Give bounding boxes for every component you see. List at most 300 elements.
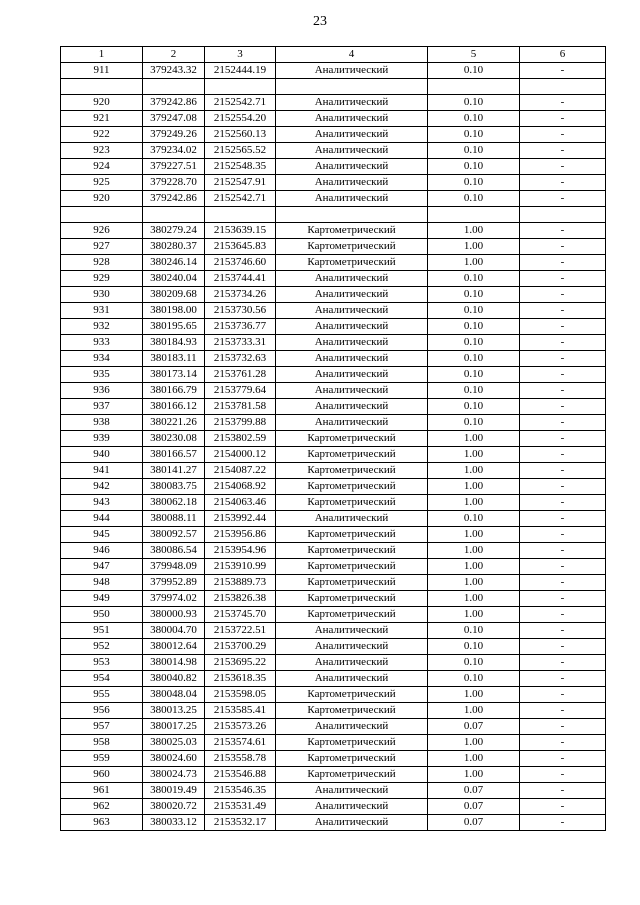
x-coordinate-cell: 380240.04 (143, 271, 205, 287)
x-coordinate-cell: 379242.86 (143, 95, 205, 111)
note-cell: - (520, 127, 606, 143)
separator-row (61, 207, 606, 223)
point-number-cell: 957 (61, 719, 143, 735)
method-cell: Аналитический (276, 111, 428, 127)
column-header: 3 (205, 47, 276, 63)
note-cell: - (520, 143, 606, 159)
point-number-cell: 923 (61, 143, 143, 159)
table-row (61, 447, 606, 463)
table-body (61, 63, 606, 831)
point-number-cell: 962 (61, 799, 143, 815)
point-number-cell: 952 (61, 639, 143, 655)
note-cell: - (520, 111, 606, 127)
point-number-cell: 921 (61, 111, 143, 127)
y-coordinate-cell: 2153733.31 (205, 335, 276, 351)
method-cell: Картометрический (276, 527, 428, 543)
method-cell: Аналитический (276, 95, 428, 111)
table-row (61, 159, 606, 175)
x-coordinate-cell: 380040.82 (143, 671, 205, 687)
method-cell: Аналитический (276, 511, 428, 527)
y-coordinate-cell: 2152560.13 (205, 127, 276, 143)
point-number-cell: 941 (61, 463, 143, 479)
method-cell: Аналитический (276, 271, 428, 287)
table-row (61, 751, 606, 767)
table-row (61, 575, 606, 591)
accuracy-cell: 1.00 (428, 223, 520, 239)
x-coordinate-cell: 380004.70 (143, 623, 205, 639)
y-coordinate-cell: 2153826.38 (205, 591, 276, 607)
point-number-cell: 929 (61, 271, 143, 287)
point-number-cell: 950 (61, 607, 143, 623)
x-coordinate-cell: 380013.25 (143, 703, 205, 719)
point-number-cell: 937 (61, 399, 143, 415)
table-row (61, 127, 606, 143)
method-cell: Картометрический (276, 431, 428, 447)
y-coordinate-cell: 2153781.58 (205, 399, 276, 415)
accuracy-cell: 1.00 (428, 751, 520, 767)
method-cell: Аналитический (276, 399, 428, 415)
method-cell: Аналитический (276, 367, 428, 383)
point-number-cell (61, 79, 143, 95)
accuracy-cell: 1.00 (428, 431, 520, 447)
table-row (61, 63, 606, 79)
x-coordinate-cell: 380209.68 (143, 287, 205, 303)
y-coordinate-cell: 2153558.78 (205, 751, 276, 767)
accuracy-cell: 1.00 (428, 479, 520, 495)
table-row (61, 815, 606, 831)
table-row (61, 591, 606, 607)
note-cell: - (520, 543, 606, 559)
table-row (61, 335, 606, 351)
method-cell: Картометрический (276, 239, 428, 255)
note-cell: - (520, 271, 606, 287)
note-cell: - (520, 159, 606, 175)
y-coordinate-cell: 2152542.71 (205, 95, 276, 111)
y-coordinate-cell: 2153695.22 (205, 655, 276, 671)
point-number-cell: 934 (61, 351, 143, 367)
y-coordinate-cell: 2152444.19 (205, 63, 276, 79)
method-cell: Картометрический (276, 479, 428, 495)
point-number-cell: 948 (61, 575, 143, 591)
accuracy-cell: 0.10 (428, 319, 520, 335)
accuracy-cell: 0.10 (428, 191, 520, 207)
accuracy-cell: 0.10 (428, 143, 520, 159)
point-number-cell: 946 (61, 543, 143, 559)
note-cell: - (520, 447, 606, 463)
note-cell: - (520, 239, 606, 255)
x-coordinate-cell: 380017.25 (143, 719, 205, 735)
method-cell: Аналитический (276, 383, 428, 399)
accuracy-cell: 0.10 (428, 399, 520, 415)
method-cell: Картометрический (276, 735, 428, 751)
method-cell: Картометрический (276, 703, 428, 719)
column-header: 2 (143, 47, 205, 63)
note-cell: - (520, 191, 606, 207)
note-cell: - (520, 623, 606, 639)
table-row (61, 623, 606, 639)
note-cell: - (520, 255, 606, 271)
method-cell: Картометрический (276, 255, 428, 271)
note-cell: - (520, 383, 606, 399)
x-coordinate-cell: 379974.02 (143, 591, 205, 607)
method-cell: Аналитический (276, 175, 428, 191)
accuracy-cell (428, 79, 520, 95)
accuracy-cell: 0.10 (428, 623, 520, 639)
point-number-cell: 942 (61, 479, 143, 495)
accuracy-cell: 0.10 (428, 335, 520, 351)
x-coordinate-cell: 380033.12 (143, 815, 205, 831)
x-coordinate-cell: 380062.18 (143, 495, 205, 511)
note-cell: - (520, 367, 606, 383)
accuracy-cell: 0.10 (428, 271, 520, 287)
y-coordinate-cell: 2153645.83 (205, 239, 276, 255)
x-coordinate-cell (143, 79, 205, 95)
table-row (61, 799, 606, 815)
table-row (61, 191, 606, 207)
method-cell: Картометрический (276, 591, 428, 607)
note-cell: - (520, 287, 606, 303)
accuracy-cell (428, 207, 520, 223)
y-coordinate-cell: 2153745.70 (205, 607, 276, 623)
method-cell: Аналитический (276, 655, 428, 671)
point-number-cell: 920 (61, 95, 143, 111)
accuracy-cell: 1.00 (428, 463, 520, 479)
accuracy-cell: 1.00 (428, 687, 520, 703)
x-coordinate-cell: 380092.57 (143, 527, 205, 543)
accuracy-cell: 1.00 (428, 255, 520, 271)
accuracy-cell: 1.00 (428, 447, 520, 463)
y-coordinate-cell: 2153779.64 (205, 383, 276, 399)
note-cell: - (520, 559, 606, 575)
table-row (61, 783, 606, 799)
note-cell: - (520, 591, 606, 607)
point-number-cell: 956 (61, 703, 143, 719)
method-cell: Аналитический (276, 159, 428, 175)
point-number-cell: 911 (61, 63, 143, 79)
separator-row (61, 79, 606, 95)
x-coordinate-cell: 380279.24 (143, 223, 205, 239)
x-coordinate-cell: 380198.00 (143, 303, 205, 319)
method-cell: Картометрический (276, 767, 428, 783)
table-row (61, 463, 606, 479)
y-coordinate-cell: 2153734.26 (205, 287, 276, 303)
point-number-cell: 961 (61, 783, 143, 799)
note-cell: - (520, 527, 606, 543)
y-coordinate-cell: 2152542.71 (205, 191, 276, 207)
y-coordinate-cell: 2153574.61 (205, 735, 276, 751)
accuracy-cell: 0.07 (428, 719, 520, 735)
y-coordinate-cell: 2153546.35 (205, 783, 276, 799)
y-coordinate-cell: 2153744.41 (205, 271, 276, 287)
accuracy-cell: 0.10 (428, 175, 520, 191)
point-number-cell: 943 (61, 495, 143, 511)
point-number-cell: 922 (61, 127, 143, 143)
method-cell: Картометрический (276, 559, 428, 575)
accuracy-cell: 0.10 (428, 367, 520, 383)
note-cell: - (520, 415, 606, 431)
point-number-cell: 944 (61, 511, 143, 527)
table-row (61, 543, 606, 559)
table-row (61, 143, 606, 159)
y-coordinate-cell: 2153732.63 (205, 351, 276, 367)
method-cell: Картометрический (276, 751, 428, 767)
method-cell: Аналитический (276, 335, 428, 351)
y-coordinate-cell: 2153532.17 (205, 815, 276, 831)
table-row (61, 271, 606, 287)
point-number-cell: 932 (61, 319, 143, 335)
y-coordinate-cell: 2153730.56 (205, 303, 276, 319)
table-row (61, 367, 606, 383)
accuracy-cell: 0.10 (428, 63, 520, 79)
page-number: 23 (313, 14, 327, 29)
method-cell: Аналитический (276, 63, 428, 79)
y-coordinate-cell: 2153722.51 (205, 623, 276, 639)
x-coordinate-cell: 379952.89 (143, 575, 205, 591)
method-cell: Аналитический (276, 303, 428, 319)
method-cell: Аналитический (276, 351, 428, 367)
method-cell: Аналитический (276, 815, 428, 831)
y-coordinate-cell: 2153618.35 (205, 671, 276, 687)
note-cell: - (520, 655, 606, 671)
method-cell: Аналитический (276, 671, 428, 687)
y-coordinate-cell: 2153598.05 (205, 687, 276, 703)
method-cell: Аналитический (276, 127, 428, 143)
y-coordinate-cell: 2154087.22 (205, 463, 276, 479)
method-cell: Аналитический (276, 639, 428, 655)
x-coordinate-cell: 380020.72 (143, 799, 205, 815)
x-coordinate-cell: 380246.14 (143, 255, 205, 271)
x-coordinate-cell: 380195.65 (143, 319, 205, 335)
point-number-cell: 963 (61, 815, 143, 831)
table-row (61, 719, 606, 735)
y-coordinate-cell: 2154068.92 (205, 479, 276, 495)
table-row (61, 767, 606, 783)
point-number-cell: 933 (61, 335, 143, 351)
y-coordinate-cell: 2153573.26 (205, 719, 276, 735)
point-number-cell: 960 (61, 767, 143, 783)
accuracy-cell: 1.00 (428, 607, 520, 623)
x-coordinate-cell: 380141.27 (143, 463, 205, 479)
point-number-cell: 955 (61, 687, 143, 703)
table-row (61, 351, 606, 367)
note-cell: - (520, 303, 606, 319)
method-cell: Картометрический (276, 223, 428, 239)
y-coordinate-cell: 2152565.52 (205, 143, 276, 159)
method-cell: Картометрический (276, 575, 428, 591)
table-row (61, 703, 606, 719)
note-cell: - (520, 223, 606, 239)
accuracy-cell: 1.00 (428, 543, 520, 559)
point-number-cell (61, 207, 143, 223)
note-cell: - (520, 703, 606, 719)
note-cell: - (520, 399, 606, 415)
accuracy-cell: 1.00 (428, 735, 520, 751)
accuracy-cell: 0.10 (428, 111, 520, 127)
table-row (61, 255, 606, 271)
x-coordinate-cell: 380024.73 (143, 767, 205, 783)
note-cell: - (520, 607, 606, 623)
accuracy-cell: 0.10 (428, 159, 520, 175)
accuracy-cell: 0.10 (428, 95, 520, 111)
y-coordinate-cell: 2153700.29 (205, 639, 276, 655)
point-number-cell: 924 (61, 159, 143, 175)
x-coordinate-cell: 380173.14 (143, 367, 205, 383)
x-coordinate-cell: 380230.08 (143, 431, 205, 447)
y-coordinate-cell: 2153531.49 (205, 799, 276, 815)
y-coordinate-cell: 2154063.46 (205, 495, 276, 511)
point-number-cell: 930 (61, 287, 143, 303)
x-coordinate-cell: 380221.26 (143, 415, 205, 431)
table-row (61, 639, 606, 655)
point-number-cell: 928 (61, 255, 143, 271)
accuracy-cell: 0.10 (428, 287, 520, 303)
method-cell: Аналитический (276, 719, 428, 735)
point-number-cell: 945 (61, 527, 143, 543)
note-cell: - (520, 351, 606, 367)
note-cell (520, 79, 606, 95)
point-number-cell: 938 (61, 415, 143, 431)
point-number-cell: 935 (61, 367, 143, 383)
x-coordinate-cell: 380000.93 (143, 607, 205, 623)
x-coordinate-cell: 380019.49 (143, 783, 205, 799)
x-coordinate-cell: 380012.64 (143, 639, 205, 655)
accuracy-cell: 0.10 (428, 655, 520, 671)
note-cell: - (520, 479, 606, 495)
x-coordinate-cell: 380166.79 (143, 383, 205, 399)
method-cell: Картометрический (276, 543, 428, 559)
y-coordinate-cell: 2152547.91 (205, 175, 276, 191)
y-coordinate-cell: 2153889.73 (205, 575, 276, 591)
x-coordinate-cell: 380184.93 (143, 335, 205, 351)
method-cell: Аналитический (276, 783, 428, 799)
method-cell: Картометрический (276, 495, 428, 511)
x-coordinate-cell: 380014.98 (143, 655, 205, 671)
accuracy-cell: 0.10 (428, 351, 520, 367)
y-coordinate-cell (205, 79, 276, 95)
note-cell: - (520, 639, 606, 655)
table-row (61, 303, 606, 319)
accuracy-cell: 0.10 (428, 639, 520, 655)
method-cell: Аналитический (276, 287, 428, 303)
table-row (61, 399, 606, 415)
table-row (61, 479, 606, 495)
note-cell (520, 207, 606, 223)
accuracy-cell: 1.00 (428, 527, 520, 543)
x-coordinate-cell: 380183.11 (143, 351, 205, 367)
y-coordinate-cell: 2153802.59 (205, 431, 276, 447)
method-cell: Аналитический (276, 319, 428, 335)
table-row (61, 319, 606, 335)
note-cell: - (520, 751, 606, 767)
table-row (61, 431, 606, 447)
note-cell: - (520, 799, 606, 815)
y-coordinate-cell: 2153746.60 (205, 255, 276, 271)
x-coordinate-cell: 379228.70 (143, 175, 205, 191)
point-number-cell: 936 (61, 383, 143, 399)
table-row (61, 607, 606, 623)
x-coordinate-cell: 380025.03 (143, 735, 205, 751)
x-coordinate-cell: 379249.26 (143, 127, 205, 143)
table-row (61, 655, 606, 671)
table-row (61, 559, 606, 575)
x-coordinate-cell: 379948.09 (143, 559, 205, 575)
x-coordinate-cell: 380166.57 (143, 447, 205, 463)
method-cell: Аналитический (276, 415, 428, 431)
method-cell: Картометрический (276, 447, 428, 463)
table-row (61, 223, 606, 239)
note-cell: - (520, 735, 606, 751)
x-coordinate-cell (143, 207, 205, 223)
accuracy-cell: 1.00 (428, 495, 520, 511)
y-coordinate-cell: 2153585.41 (205, 703, 276, 719)
note-cell: - (520, 495, 606, 511)
method-cell: Картометрический (276, 687, 428, 703)
point-number-cell: 954 (61, 671, 143, 687)
x-coordinate-cell: 380280.37 (143, 239, 205, 255)
note-cell: - (520, 463, 606, 479)
column-header: 4 (276, 47, 428, 63)
method-cell: Картометрический (276, 463, 428, 479)
point-number-cell: 949 (61, 591, 143, 607)
note-cell: - (520, 575, 606, 591)
method-cell (276, 207, 428, 223)
table-row (61, 239, 606, 255)
accuracy-cell: 0.07 (428, 815, 520, 831)
note-cell: - (520, 815, 606, 831)
y-coordinate-cell: 2153736.77 (205, 319, 276, 335)
table-row (61, 527, 606, 543)
y-coordinate-cell: 2152548.35 (205, 159, 276, 175)
accuracy-cell: 0.10 (428, 303, 520, 319)
accuracy-cell: 1.00 (428, 575, 520, 591)
accuracy-cell: 0.07 (428, 783, 520, 799)
y-coordinate-cell: 2153639.15 (205, 223, 276, 239)
table-row (61, 735, 606, 751)
table-row (61, 671, 606, 687)
x-coordinate-cell: 380166.12 (143, 399, 205, 415)
accuracy-cell: 0.10 (428, 127, 520, 143)
column-header: 1 (61, 47, 143, 63)
x-coordinate-cell: 379243.32 (143, 63, 205, 79)
point-number-cell: 925 (61, 175, 143, 191)
note-cell: - (520, 511, 606, 527)
method-cell: Картометрический (276, 607, 428, 623)
x-coordinate-cell: 379247.08 (143, 111, 205, 127)
note-cell: - (520, 63, 606, 79)
accuracy-cell: 0.10 (428, 671, 520, 687)
x-coordinate-cell: 379234.02 (143, 143, 205, 159)
table-row (61, 415, 606, 431)
accuracy-cell: 1.00 (428, 239, 520, 255)
x-coordinate-cell: 380083.75 (143, 479, 205, 495)
y-coordinate-cell: 2153546.88 (205, 767, 276, 783)
column-header: 5 (428, 47, 520, 63)
accuracy-cell: 0.10 (428, 383, 520, 399)
note-cell: - (520, 719, 606, 735)
method-cell: Аналитический (276, 799, 428, 815)
table-row (61, 287, 606, 303)
method-cell: Аналитический (276, 623, 428, 639)
point-number-cell: 940 (61, 447, 143, 463)
x-coordinate-cell: 380024.60 (143, 751, 205, 767)
table-row (61, 495, 606, 511)
accuracy-cell: 0.10 (428, 415, 520, 431)
table-row (61, 383, 606, 399)
y-coordinate-cell (205, 207, 276, 223)
table-row (61, 687, 606, 703)
point-number-cell: 958 (61, 735, 143, 751)
method-cell: Аналитический (276, 143, 428, 159)
